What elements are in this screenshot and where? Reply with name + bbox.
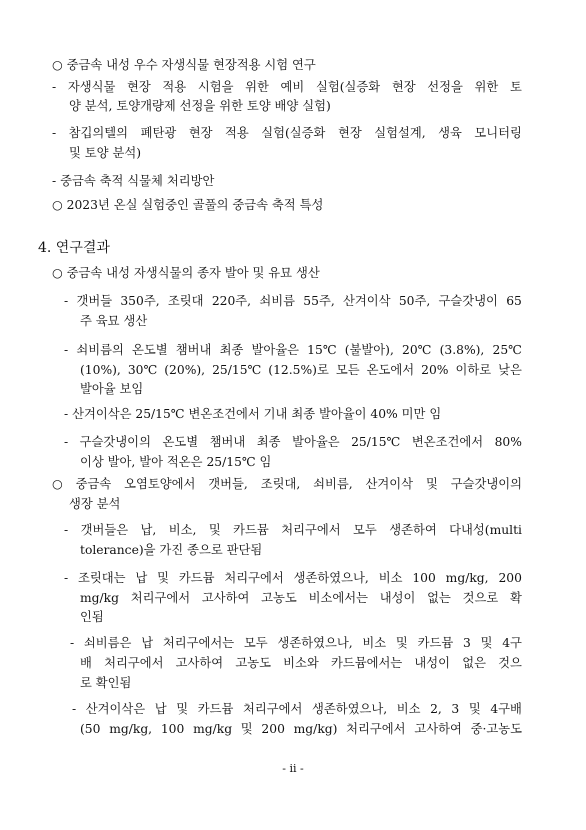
word: mg/kg, <box>109 722 153 736</box>
text-line <box>52 125 522 141</box>
word: 모두 <box>353 523 377 537</box>
word: 처리구에서 <box>130 591 191 605</box>
word: 현장 <box>391 80 416 94</box>
word: 폐탄광 <box>140 126 177 140</box>
word: 조릿대 <box>167 294 204 308</box>
word: 쇠비름은 <box>83 636 132 650</box>
text-line <box>64 434 522 450</box>
word: (3.8%), <box>439 343 485 357</box>
word: mg/kg) <box>293 722 338 736</box>
word: 토 <box>509 80 522 94</box>
word: 25/15℃ <box>351 435 401 449</box>
word: 산겨이삭 <box>343 294 391 308</box>
word: 모두 <box>243 636 268 650</box>
word: 30℃ <box>127 363 158 377</box>
word: 25℃ <box>492 343 522 357</box>
word: 및 <box>157 571 170 585</box>
word: 산겨이삭은 <box>85 702 146 716</box>
word: 2, <box>430 702 442 716</box>
text-line <box>52 476 522 492</box>
word: 적용 <box>162 80 187 94</box>
word: 적용 <box>224 126 249 140</box>
word: (불발아), <box>344 343 394 357</box>
word: 비소와 <box>283 656 319 670</box>
word: 갯버들, <box>208 477 248 491</box>
word: 55주, <box>303 294 335 308</box>
word: 카드뮴 <box>233 523 269 537</box>
word: 처리구에서 <box>346 722 406 736</box>
word: 카드뮴 <box>417 636 454 650</box>
word: ○ <box>52 477 63 491</box>
word: 현장 <box>188 126 213 140</box>
word: - <box>64 294 69 308</box>
word: 실험(실증화 <box>315 80 381 94</box>
text-line <box>64 342 522 358</box>
word: 선정을 <box>427 80 463 94</box>
word: 및 <box>208 523 221 537</box>
word: 80% <box>494 435 522 449</box>
word: 생존하여 <box>389 523 437 537</box>
word: 고사하여 <box>175 656 224 670</box>
text-line: 생장 분석 <box>69 497 121 511</box>
word: 및 <box>468 702 481 716</box>
word: 발아율은 <box>292 435 340 449</box>
word: 25/15℃ <box>212 363 262 377</box>
word: 구슬갓냉이의 <box>450 477 522 491</box>
word: 시험을 <box>197 80 234 94</box>
word: 생존하였으나, <box>293 571 369 585</box>
word: 납 <box>154 702 167 716</box>
word: 모니터링 <box>474 126 522 140</box>
word: 4구배 <box>490 702 522 716</box>
word: 내성이 <box>379 591 416 605</box>
word: 현장 <box>337 126 362 140</box>
word: 실험설계, <box>374 126 426 140</box>
text-line: tolerance)을 가진 종으로 판단됨 <box>80 543 263 557</box>
word: 갯버들은 <box>80 523 129 537</box>
word: 실험(실증화 <box>261 126 326 140</box>
word: 납 <box>141 636 154 650</box>
text-line: 발아율 보임 <box>80 382 144 396</box>
word: - <box>72 702 77 716</box>
word: 조릿대, <box>260 477 301 491</box>
word: 납, <box>140 523 157 537</box>
text-line <box>72 701 522 717</box>
word: 및 <box>395 636 408 650</box>
text-line: 로 확인됨 <box>80 676 132 690</box>
word: 조릿대는 <box>78 571 126 585</box>
word: 모든 <box>335 363 360 377</box>
word: - <box>52 80 57 94</box>
word: 고농도 <box>261 591 297 605</box>
word: 15℃ <box>307 343 337 357</box>
word: - <box>52 126 57 140</box>
word: 4구 <box>502 636 522 650</box>
page-number: - ii - <box>282 762 304 775</box>
word: 최종 <box>256 435 281 449</box>
word: 생존하였으나, <box>311 702 388 716</box>
text-line <box>64 570 522 586</box>
text-line <box>80 721 522 737</box>
word: 및 <box>176 702 189 716</box>
text-line: 인됨 <box>80 610 104 624</box>
text-line <box>70 635 522 651</box>
word: 발아율은 <box>251 343 300 357</box>
text-line: - 중금속 축적 식물체 처리방안 <box>52 174 215 188</box>
word: 산겨이삭 <box>365 477 414 491</box>
word: 카드뮴 <box>197 702 234 716</box>
word: 변온조건에서 <box>411 435 484 449</box>
word: 비소 <box>396 702 421 716</box>
word: (10%), <box>80 363 121 377</box>
word: 현장 <box>126 80 151 94</box>
word: 비소, <box>168 523 197 537</box>
text-line <box>64 293 522 309</box>
word: 처리구에서 <box>281 523 341 537</box>
word: 쇠비름, <box>313 477 353 491</box>
text-line: ○ 중금속 내성 우수 자생식물 현장적용 시험 연구 <box>52 58 316 72</box>
word: 확 <box>510 591 522 605</box>
word: 것으로 <box>462 591 499 605</box>
word: - <box>64 571 69 585</box>
word: 고사하여 <box>201 591 250 605</box>
text-line: - 산겨이삭은 25/15℃ 변온조건에서 기내 최종 발아율이 40% 미만 임 <box>64 407 442 421</box>
word: 200 <box>498 571 522 585</box>
text-line <box>52 79 522 95</box>
text-line <box>80 362 522 378</box>
word: 내성이 <box>414 656 451 670</box>
word: 온도별 <box>131 343 168 357</box>
text-line: ○ 2023년 온실 실험중인 골풀의 중금속 축적 특성 <box>52 198 324 212</box>
word: 갯버들 <box>76 294 113 308</box>
word: 및 <box>425 477 438 491</box>
word: 오염토양에서 <box>124 477 196 491</box>
word: 다내성(multi <box>449 523 522 537</box>
word: (12.5%)로 <box>268 363 329 377</box>
word: 중·고농도 <box>470 722 522 736</box>
word: 비소 <box>362 636 387 650</box>
word: - <box>70 636 75 650</box>
word: 구슬갓냉이 <box>438 294 498 308</box>
word: 및 <box>480 636 493 650</box>
section-heading: 4. 연구결과 <box>38 240 110 256</box>
word: 처리구에서 <box>224 571 284 585</box>
word: 220주, <box>211 294 252 308</box>
word: 20℃ <box>402 343 432 357</box>
word: mg/kg, <box>445 571 489 585</box>
text-line: 주 육묘 생산 <box>80 314 148 328</box>
word: 배 <box>80 656 92 670</box>
word: 50주, <box>398 294 431 308</box>
word: 챔버내 <box>175 343 212 357</box>
word: 처리구에서 <box>242 702 303 716</box>
text-line <box>80 590 522 606</box>
word: 200 <box>261 722 285 736</box>
word: 자생식물 <box>67 80 116 94</box>
word: 낮은 <box>498 363 522 377</box>
word: 20% <box>421 363 449 377</box>
word: 챔버내 <box>209 435 246 449</box>
word: 중금속 <box>75 477 112 491</box>
word: 납 <box>135 571 148 585</box>
word: 온도에서 <box>366 363 415 377</box>
word: 쇠비름 <box>259 294 296 308</box>
word: 350주, <box>120 294 160 308</box>
word: 비소에서는 <box>308 591 368 605</box>
word: 온도별 <box>162 435 199 449</box>
word: 위한 <box>474 80 499 94</box>
word: 고농도 <box>235 656 271 670</box>
text-line: ○ 중금속 내성 자생식물의 종자 발아 및 유묘 생산 <box>52 266 320 280</box>
word: 3 <box>462 636 471 650</box>
word: 생존하였으나, <box>277 636 353 650</box>
word: 처리구에서 <box>104 656 164 670</box>
word: - <box>64 343 69 357</box>
word: 카드뮴 <box>178 571 215 585</box>
word: 쇠비름의 <box>76 343 124 357</box>
word: 이하로 <box>455 363 492 377</box>
word: 65 <box>506 294 522 308</box>
word: 구슬갓냉이의 <box>79 435 151 449</box>
word: (50 <box>80 722 101 736</box>
word: 없는 <box>427 591 451 605</box>
word: 것으 <box>498 656 522 670</box>
word: 위한 <box>245 80 269 94</box>
word: 참깁의텔의 <box>68 126 129 140</box>
word: mg/kg <box>193 722 233 736</box>
word: 예비 <box>280 80 305 94</box>
word: mg/kg <box>80 591 119 605</box>
word: - <box>64 435 69 449</box>
text-line <box>80 655 522 671</box>
word: - <box>64 523 69 537</box>
text-line: 및 토양 분석) <box>69 146 142 160</box>
word: 처리구에서는 <box>162 636 235 650</box>
word: 비소 <box>378 571 403 585</box>
word: 3 <box>451 702 460 716</box>
text-line <box>64 522 522 538</box>
text-line: 이상 발아, 발아 적온은 25/15℃ 임 <box>80 455 272 469</box>
word: (20%), <box>164 363 206 377</box>
text-line: 양 분석, 토양개량제 선정을 위한 토양 배양 실험) <box>69 99 331 113</box>
word: 없은 <box>462 656 486 670</box>
word: 및 <box>240 722 253 736</box>
word: 최종 <box>219 343 244 357</box>
word: 100 <box>412 571 436 585</box>
word: 생육 <box>438 126 462 140</box>
word: 고사하여 <box>414 722 462 736</box>
word: 카드뮴에서는 <box>330 656 403 670</box>
word: 100 <box>160 722 185 736</box>
